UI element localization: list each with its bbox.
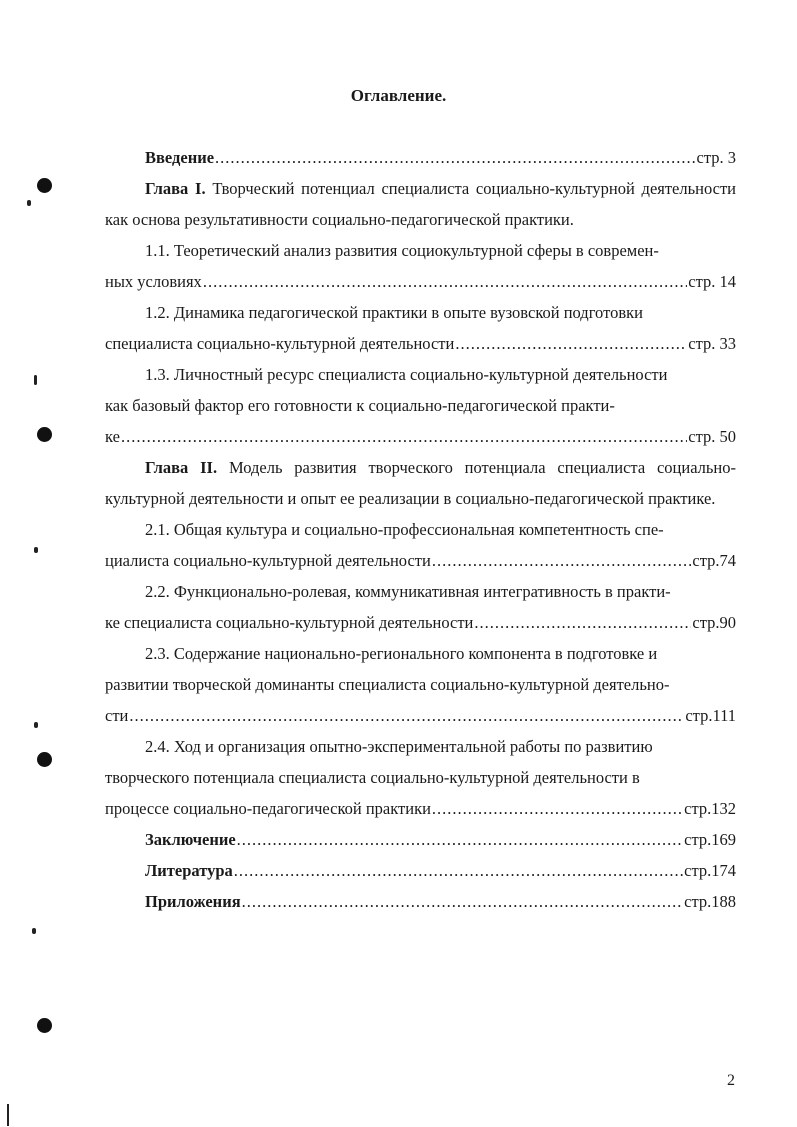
page-title: Оглавление. xyxy=(350,86,447,105)
toc-entry-conclusion xyxy=(105,824,736,855)
toc-entry-2-2-cont xyxy=(105,607,736,638)
dot-leader xyxy=(242,886,684,917)
toc-label: Введение xyxy=(145,148,215,167)
dot-leader xyxy=(129,700,684,731)
toc-entry-2-4-cont xyxy=(105,762,736,793)
toc-entry-2-3-end xyxy=(105,700,736,731)
chapter-title: Творческий потенциал специалиста социально-культурной деятельности как основа результативности социально-педагогической практики. xyxy=(105,179,736,229)
toc-entry-intro xyxy=(105,142,736,173)
toc-text-line: 2.1. Общая культура и социально-профессиональная компетентность спе- xyxy=(145,520,664,539)
toc-text-line: специалиста социально-культурной деятельности xyxy=(105,334,455,353)
toc-text-line: циалиста социально-культурной деятельности xyxy=(105,551,431,570)
toc-entry-literature xyxy=(105,855,736,886)
toc-page: стр. 3 xyxy=(696,148,736,167)
toc-entry-2-3-cont xyxy=(105,669,736,700)
scan-speck xyxy=(34,547,38,553)
toc-entry-1-3-cont xyxy=(105,390,736,421)
toc-entry-2-4 xyxy=(105,731,736,762)
toc-page: стр.74 xyxy=(692,551,736,570)
toc-entry-chapter2 xyxy=(105,452,736,514)
punch-hole xyxy=(37,427,52,442)
toc-entry-1-3-end xyxy=(105,421,736,452)
scan-speck xyxy=(34,375,37,385)
toc-text-line: ных условиях xyxy=(105,272,202,291)
toc-label: Заключение xyxy=(145,830,236,849)
toc-text-line: 1.1. Теоретический анализ развития социокультурной сферы в современ- xyxy=(145,241,659,260)
toc-entry-1-1-cont xyxy=(105,266,736,297)
dot-leader xyxy=(237,824,683,855)
toc-entry-2-1-cont xyxy=(105,545,736,576)
toc-page: стр. 33 xyxy=(688,334,736,353)
toc-text-line: 1.2. Динамика педагогической практики в опыте вузовской подготовки xyxy=(145,303,643,322)
toc-label: Приложения xyxy=(145,892,241,911)
toc-page: стр.132 xyxy=(684,799,736,818)
dot-leader xyxy=(234,855,683,886)
toc-text-line: развитии творческой доминанты специалиста социально-культурной деятельно- xyxy=(105,675,670,694)
toc-text-line: сти xyxy=(105,706,129,725)
toc-text-line: 1.3. Личностный ресурс специалиста социально-культурной деятельности xyxy=(145,365,668,384)
dot-leader xyxy=(455,328,687,359)
punch-hole xyxy=(37,178,52,193)
toc-entry-1-2-cont xyxy=(105,328,736,359)
toc-page: стр.90 xyxy=(692,613,736,632)
toc-text-line: творческого потенциала специалиста социально-культурной деятельности в xyxy=(105,768,640,787)
dot-leader xyxy=(215,142,695,173)
toc-text-line: ке специалиста социально-культурной деятельности xyxy=(105,613,474,632)
toc-text-line: процессе социально-педагогической практики xyxy=(105,799,431,818)
scan-speck xyxy=(34,722,38,728)
toc-text-line: 2.4. Ход и организация опытно-экспериментальной работы по развитию xyxy=(145,737,653,756)
chapter-label: Глава II. xyxy=(145,458,218,477)
table-of-contents xyxy=(105,142,736,917)
dot-leader xyxy=(203,266,687,297)
toc-entry-2-4-end xyxy=(105,793,736,824)
toc-entry-2-1 xyxy=(105,514,736,545)
toc-text-line: 2.3. Содержание национально-регионального компонента в подготовке и xyxy=(145,644,658,663)
toc-entry-1-1 xyxy=(105,235,736,266)
scan-speck xyxy=(32,928,36,934)
page-number: 2 xyxy=(727,1072,735,1089)
toc-text-line: как базовый фактор его готовности к социально-педагогической практи- xyxy=(105,396,615,415)
toc-label: Литература xyxy=(145,861,233,880)
toc-page: стр. 50 xyxy=(688,427,736,446)
scan-speck xyxy=(27,200,31,206)
chapter-label: Глава I. xyxy=(145,179,206,198)
punch-hole xyxy=(37,1018,52,1033)
toc-page: стр. 14 xyxy=(688,272,736,291)
chapter-title: Модель развития творческого потенциала специалиста социально-культурной деятельности и опыт ее реализации в социально-педагогической практике. xyxy=(105,458,737,508)
toc-text-line: 2.2. Функционально-ролевая, коммуникативная интегративность в практи- xyxy=(145,582,671,601)
toc-entry-chapter1 xyxy=(105,173,736,235)
scan-edge-mark xyxy=(7,1104,9,1126)
toc-entry-appendices xyxy=(105,886,736,917)
dot-leader xyxy=(432,793,683,824)
dot-leader xyxy=(432,545,692,576)
toc-entry-2-2 xyxy=(105,576,736,607)
toc-entry-1-2 xyxy=(105,297,736,328)
toc-page: стр.111 xyxy=(685,706,736,725)
toc-page: стр.174 xyxy=(684,861,736,880)
toc-text-line: ке xyxy=(105,427,120,446)
dot-leader xyxy=(474,607,691,638)
toc-page: стр.188 xyxy=(684,892,736,911)
toc-entry-2-3 xyxy=(105,638,736,669)
dot-leader xyxy=(121,421,687,452)
toc-entry-1-3 xyxy=(105,359,736,390)
toc-page: стр.169 xyxy=(684,830,736,849)
punch-hole xyxy=(37,752,52,767)
